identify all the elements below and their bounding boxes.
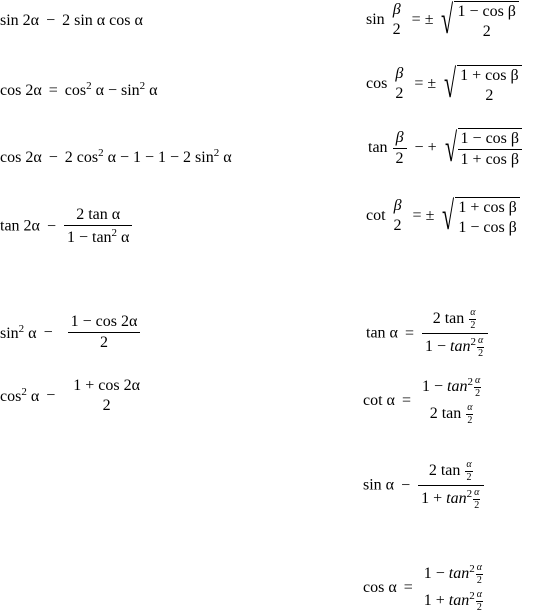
denominator xyxy=(422,333,488,359)
formula-sin-weierstrass xyxy=(363,460,485,511)
formula-tan-half-angle xyxy=(368,125,523,170)
denominator: 2 xyxy=(482,22,491,40)
formula-cos-squared xyxy=(0,378,144,414)
term: 1 + xyxy=(421,490,443,508)
term: tan xyxy=(450,338,471,356)
fraction xyxy=(418,460,484,511)
numerator: 1 − cos β xyxy=(460,130,520,147)
exponent: 2 xyxy=(139,80,146,92)
operator: − + xyxy=(414,139,437,156)
numerator: 1 − cos 2α xyxy=(70,313,138,330)
denominator: 2 xyxy=(395,85,404,102)
operator: = xyxy=(401,392,411,409)
fraction xyxy=(454,1,519,40)
numerator xyxy=(419,376,485,401)
radical-sign: √ xyxy=(442,193,455,238)
operator: = ± xyxy=(411,11,434,28)
denominator xyxy=(418,485,484,511)
denominator: 2 xyxy=(102,397,111,414)
operator: − xyxy=(48,149,58,166)
numerator: α xyxy=(474,375,481,386)
operator: − xyxy=(401,476,411,494)
function-name: cos xyxy=(366,75,388,92)
denominator: 2 xyxy=(392,21,401,38)
denominator: 2 xyxy=(485,86,494,104)
exponent: 2 xyxy=(111,227,118,239)
denominator xyxy=(64,225,132,246)
formula-cos-double-angle-2 xyxy=(0,148,232,166)
denominator: 1 − cos β xyxy=(458,218,517,236)
operator: − xyxy=(43,323,53,341)
formula-cos-weierstrass xyxy=(363,563,488,613)
denominator: 2 xyxy=(467,415,473,426)
term: α xyxy=(223,149,232,166)
term: 1 − tan xyxy=(66,229,112,246)
denominator: 2 xyxy=(474,500,480,511)
numerator: 1 + cos 2α xyxy=(73,377,140,394)
operator: − xyxy=(46,217,56,235)
exponent: 2 xyxy=(467,376,473,389)
square-root xyxy=(437,193,520,238)
operator: − xyxy=(46,387,56,404)
formula-sin-squared xyxy=(0,314,141,351)
lhs: cos 2α xyxy=(0,149,42,166)
numerator: 1 − cos β xyxy=(457,2,516,20)
exponent: 2 xyxy=(98,147,104,159)
formula-cot-half-angle xyxy=(366,193,521,238)
fraction xyxy=(392,66,406,102)
small-fraction xyxy=(473,488,480,511)
term: 2 tan xyxy=(429,405,462,423)
small-fraction xyxy=(477,336,484,359)
fraction xyxy=(391,198,405,234)
term: sin xyxy=(0,324,19,342)
numerator: 1 + cos β xyxy=(458,198,517,216)
term: α xyxy=(30,388,40,405)
term: cos xyxy=(0,388,22,405)
formula-sin-double-angle xyxy=(0,13,143,29)
exponent: 2 xyxy=(470,336,476,349)
term: 2 tan xyxy=(432,310,465,328)
numerator xyxy=(422,308,488,333)
exponent: 2 xyxy=(469,590,475,603)
radical-sign: √ xyxy=(441,0,454,42)
radical-sign: √ xyxy=(444,61,457,106)
term: 1 − xyxy=(424,338,446,356)
numerator: β xyxy=(392,1,401,18)
term: 2 tan xyxy=(428,462,461,480)
formula-sin-half-angle xyxy=(366,0,520,40)
numerator: 1 + cos β xyxy=(460,66,519,84)
term: α − xyxy=(95,82,117,99)
fraction xyxy=(64,207,132,246)
operator: − xyxy=(46,12,56,29)
fraction xyxy=(458,128,523,168)
operator: = xyxy=(403,579,413,596)
numerator: β xyxy=(395,65,404,82)
function-name: cot xyxy=(366,207,386,224)
square-root xyxy=(436,0,519,40)
denominator: 2 xyxy=(466,472,472,483)
exponent: 2 xyxy=(18,322,25,335)
small-fraction xyxy=(474,376,481,399)
denominator: 1 + cos β xyxy=(458,149,523,168)
function-name: sin xyxy=(366,11,385,28)
fraction xyxy=(422,308,488,359)
numerator xyxy=(421,563,487,588)
term: α xyxy=(28,324,37,342)
numerator: α xyxy=(477,335,484,346)
denominator xyxy=(419,401,485,426)
fraction xyxy=(457,65,522,104)
rhs: 2 sin α cos α xyxy=(62,12,143,29)
term: tan xyxy=(447,378,468,396)
formula-tan-weierstrass xyxy=(366,308,489,359)
denominator: 2 xyxy=(470,320,476,331)
operator: = xyxy=(404,324,414,342)
term: 1 + xyxy=(423,592,445,610)
operator: = ± xyxy=(414,75,437,92)
formula-cot-weierstrass xyxy=(363,376,486,426)
fraction xyxy=(421,563,487,613)
denominator: 2 xyxy=(393,148,407,167)
denominator: 2 xyxy=(476,575,482,586)
lhs: cos α xyxy=(363,579,397,596)
small-fraction xyxy=(465,460,472,483)
fraction xyxy=(419,376,485,426)
lhs: cot α xyxy=(363,392,395,409)
denominator: 2 xyxy=(68,332,141,351)
formula-cos-double-angle-1 xyxy=(0,81,158,99)
function-name: tan xyxy=(368,139,388,156)
term: α xyxy=(149,82,158,99)
numerator: β xyxy=(395,128,404,146)
term: α − 1 − 1 − 2 sin xyxy=(107,149,214,166)
numerator: α xyxy=(470,307,476,318)
fraction xyxy=(390,2,404,38)
numerator: α xyxy=(476,562,482,573)
denominator xyxy=(421,588,487,613)
term: sin xyxy=(120,82,140,99)
fraction xyxy=(70,378,143,414)
exponent: 2 xyxy=(469,563,475,576)
term: 1 − xyxy=(423,565,445,583)
small-fraction xyxy=(476,563,483,586)
fraction xyxy=(393,130,407,167)
exponent: 2 xyxy=(86,80,92,92)
term: tan xyxy=(448,565,470,583)
numerator: α xyxy=(474,487,480,498)
term: 2 cos xyxy=(64,149,99,166)
term: tan xyxy=(446,490,467,508)
fraction xyxy=(68,314,141,351)
square-root xyxy=(439,61,522,106)
fraction xyxy=(455,197,520,236)
operator: = ± xyxy=(412,207,435,224)
numerator: 2 tan α xyxy=(76,206,121,223)
operator: = xyxy=(48,82,58,99)
lhs: tan α xyxy=(366,324,398,342)
radical-sign: √ xyxy=(444,125,457,170)
exponent: 2 xyxy=(466,488,473,501)
formula-tan-double-angle xyxy=(0,207,133,246)
denominator: 2 xyxy=(393,217,402,234)
small-fraction xyxy=(466,403,473,426)
numerator: β xyxy=(393,197,402,214)
small-fraction xyxy=(469,308,476,331)
lhs: tan 2α xyxy=(0,217,40,235)
numerator: α xyxy=(476,589,482,600)
denominator: 2 xyxy=(478,348,484,359)
lhs: cos 2α xyxy=(0,82,42,99)
lhs: sin α xyxy=(363,476,395,494)
denominator: 2 xyxy=(475,388,481,399)
lhs: sin 2α xyxy=(0,12,40,29)
exponent: 2 xyxy=(213,147,220,159)
denominator: 2 xyxy=(476,602,482,613)
term: α xyxy=(121,229,130,246)
term: 1 − xyxy=(421,378,443,396)
numerator xyxy=(418,460,484,485)
numerator: α xyxy=(467,402,473,413)
square-root xyxy=(440,125,523,170)
term: cos xyxy=(64,82,87,99)
numerator: α xyxy=(466,459,472,470)
exponent: 2 xyxy=(21,386,27,398)
term: tan xyxy=(448,592,470,610)
formula-cos-half-angle xyxy=(366,61,523,106)
